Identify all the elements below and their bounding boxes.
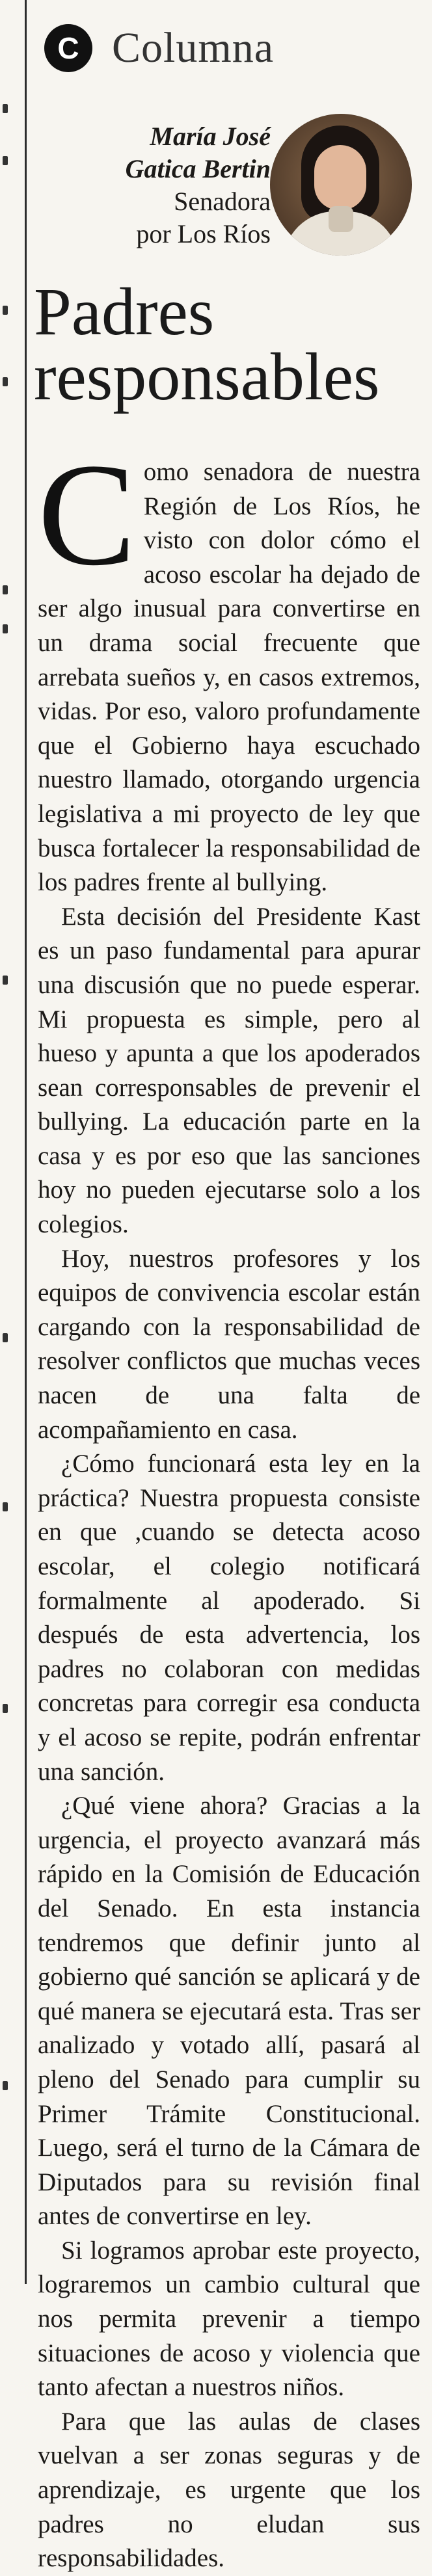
title-line1: Padres <box>34 274 215 349</box>
column-edge-mark <box>3 2081 8 2090</box>
column-edge-mark <box>3 104 8 113</box>
column-edge-mark <box>3 377 8 386</box>
title-line2: responsables <box>34 339 380 414</box>
paragraph: Para que las aulas de clases vuelvan a ser zonas seguras y de aprendizaje, es urgente que los padres no eludan sus responsabilidades. <box>38 2407 420 2573</box>
column-edge-mark <box>3 156 8 165</box>
article-title <box>34 274 424 414</box>
author-name-line1: María José <box>150 122 271 151</box>
column-edge-mark <box>3 1704 8 1713</box>
column-divider <box>25 0 27 2284</box>
column-edge-mark <box>3 585 8 594</box>
paragraph: Hoy, nuestros profesores y los equipos de convivencia escolar están cargando con la responsabilidad de resolver conflictos que muchas veces nacen de una falta de acompañamiento en casa. <box>38 1244 420 1444</box>
paragraph: ¿Cómo funcionará esta ley en la práctica? Nuestra propuesta consiste en que ,cuando se detecta acoso escolar, el colegio notificará formalmente al apoderado. Si después de esta advertencia, los padres no colaboran con medidas concretas para corregir esa conducta y el acoso se repite, podrán enfrentar una sanción. <box>38 1450 420 1786</box>
paragraph: Esta decisión del Presidente Kast es un paso fundamental para apurar una discusión que no puede esperar. Mi propuesta es simple, pero al hueso y apunta a que los apoderados sean corresponsables de prevenir el bullying. La educación parte en la casa y es por eso que las sanciones hoy no pueden ejecutarse solo a los colegios. <box>38 902 420 1239</box>
paragraph: ¿Qué viene ahora? Gracias a la urgencia, el proyecto avanzará más rápido en la Comisión de Educación del Senado. En esta instancia tendremos que definir junto al gobierno qué sanción se aplicará y de qué manera se ejecutará esta. Tras ser analizado y votado allí, pasará al pleno del Senado para cumplir su Primer Trámite Constitucional. Luego, será el turno de la Cámara de Diputados para su revisión final antes de convertirse en ley. <box>38 1792 420 2231</box>
paragraph: Si logramos aprobar este proyecto, lograremos un cambio cultural que nos permita prevenir a tiempo situaciones de acoso y violencia que tanto afectan a nuestros niños. <box>38 2236 420 2402</box>
column-edge-mark <box>3 1502 8 1511</box>
article-body <box>38 433 420 2576</box>
column-edge-mark <box>3 624 8 633</box>
paragraph: Como senadora de nuestra Región de Los Ríos, he visto con dolor cómo el acoso escolar ha dejado de ser algo inusual para convertirse en un drama social frecuente que arrebata sueños y, en casos extremos, vidas. Por eso, valoro profundamente que el Gobierno haya escuchado nuestro llamado, otorgando urgencia legislativa a mi proyecto de ley que busca fortalecer la responsabilidad de los padres frente al bullying. <box>38 433 420 897</box>
column-edge-mark <box>3 306 8 315</box>
section-label: Columna <box>112 24 274 72</box>
author-name-line2: Gatica Bertin <box>125 154 271 183</box>
author-role-line1: Senadora <box>174 187 271 216</box>
column-edge-mark <box>3 1333 8 1342</box>
author-byline <box>126 120 271 250</box>
author-photo <box>270 114 412 256</box>
adjacent-column-edge <box>0 0 20 2284</box>
column-header <box>44 22 274 74</box>
column-badge: C <box>44 24 92 72</box>
column-edge-mark <box>3 976 8 985</box>
author-role-line2: por Los Ríos <box>136 219 271 248</box>
drop-cap: C <box>38 433 136 596</box>
